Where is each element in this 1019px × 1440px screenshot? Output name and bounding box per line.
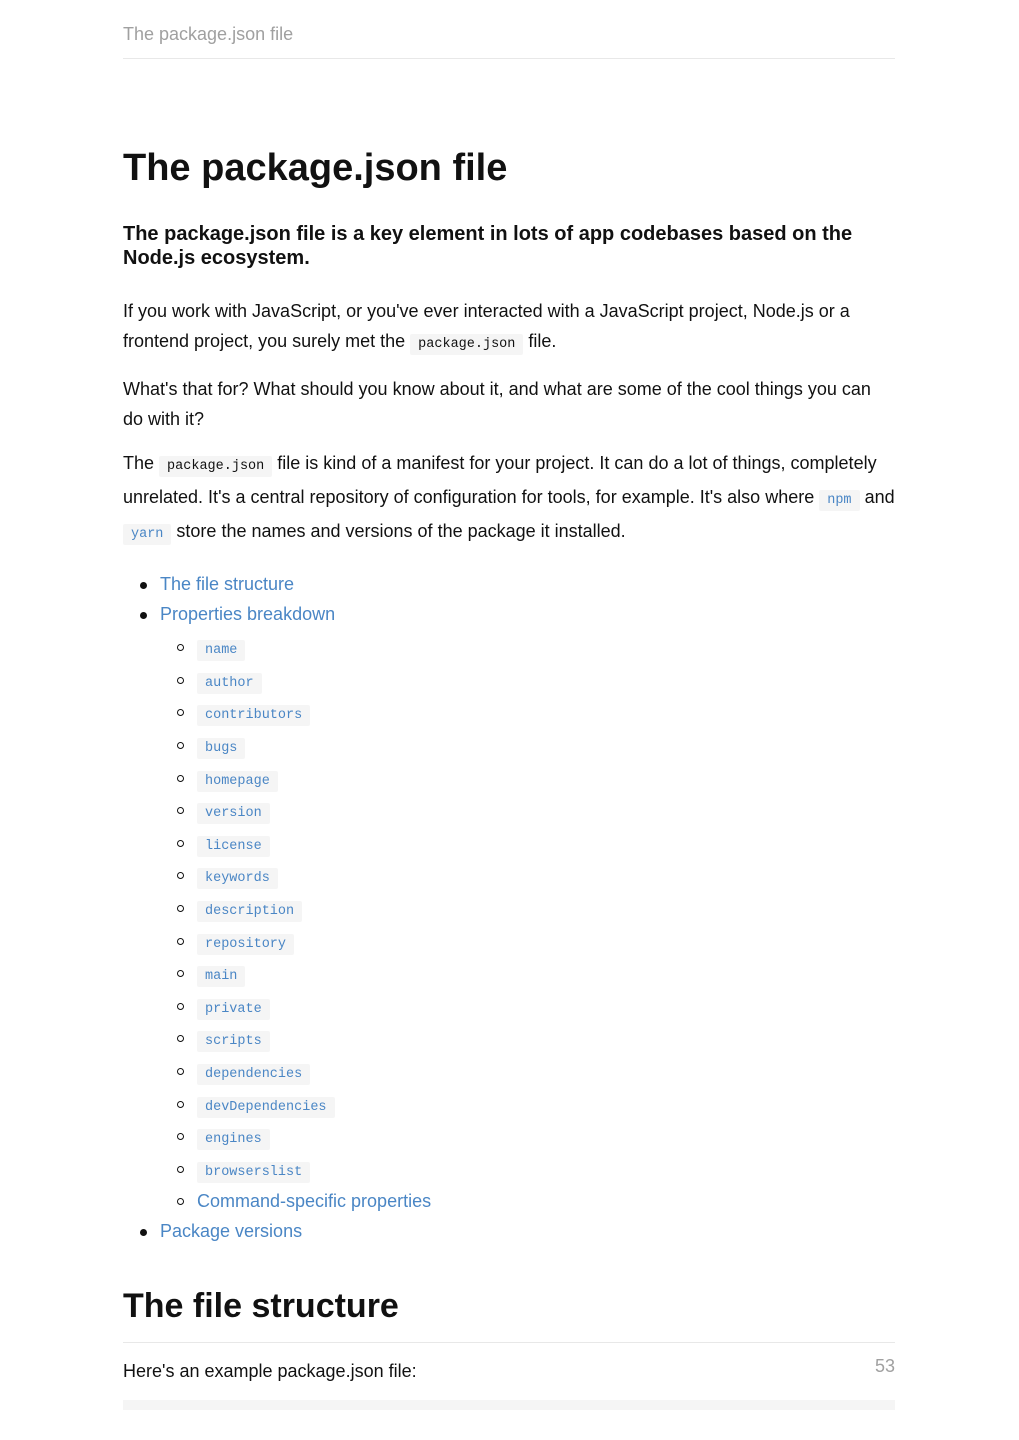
toc-subitem (160, 633, 895, 666)
paragraph-manifest: The package.json file is kind of a manifest for your project. It can do a lot of things, completely unrelated. It's a central repository of configuration for tools, for example. It's also where npm and yarn store the names and versions of the package it installed. (123, 448, 895, 550)
footer-divider (123, 1342, 895, 1343)
toc-subitem (160, 1090, 895, 1123)
toc-link-name[interactable]: name (197, 640, 245, 661)
toc-sublist (160, 633, 895, 1217)
toc-link-scripts[interactable]: scripts (197, 1031, 270, 1052)
table-of-contents (123, 570, 895, 1246)
toc-link-contributors[interactable]: contributors (197, 705, 310, 726)
npm-link[interactable]: npm (819, 490, 859, 511)
toc-link-file-structure[interactable]: The file structure (160, 574, 295, 594)
toc-subitem (160, 796, 895, 829)
toc-link-homepage[interactable]: homepage (197, 771, 278, 792)
toc-subitem (160, 927, 895, 960)
toc-link-description[interactable]: description (197, 901, 302, 922)
toc-subitem (160, 1155, 895, 1188)
yarn-link[interactable]: yarn (123, 524, 171, 545)
toc-subitem (160, 731, 895, 764)
toc-link-browserslist[interactable]: browserslist (197, 1162, 310, 1183)
code-block (123, 1400, 895, 1410)
page-number: 53 (874, 1356, 895, 1376)
lead-paragraph: The package.json file is a key element in lots of app codebases based on the Node.js ecosystem. (123, 223, 853, 269)
toc-link-author[interactable]: author (197, 673, 262, 694)
page-title: The package.json file (123, 147, 508, 189)
toc-subitem (160, 959, 895, 992)
toc-link-bugs[interactable]: bugs (197, 738, 245, 759)
toc-subitem (160, 1057, 895, 1090)
toc-link-dependencies[interactable]: dependencies (197, 1064, 310, 1085)
section-title: The file structure (123, 1287, 399, 1326)
toc-subitem (160, 861, 895, 894)
toc-subitem (160, 1122, 895, 1155)
toc-subitem (160, 1024, 895, 1057)
toc-link-license[interactable]: license (197, 836, 270, 857)
toc-subitem (160, 894, 895, 927)
toc-item (123, 600, 895, 1217)
paragraph-intro: If you work with JavaScript, or you've ever interacted with a JavaScript project, Node.js or a frontend project, you surely met the package.json file. (123, 296, 895, 360)
toc-link-keywords[interactable]: keywords (197, 868, 278, 889)
running-header (123, 24, 895, 59)
page-content (123, 140, 895, 1410)
toc-link-repository[interactable]: repository (197, 934, 294, 955)
toc-subitem (160, 698, 895, 731)
toc-subitem (160, 829, 895, 862)
toc-link-version[interactable]: version (197, 803, 270, 824)
section-intro: Here's an example package.json file: (123, 1361, 417, 1382)
toc-link-devDependencies[interactable]: devDependencies (197, 1097, 335, 1118)
paragraph-question: What's that for? What should you know about it, and what are some of the cool things you can do with it? (123, 379, 871, 429)
toc-link-command-specific[interactable]: Command-specific properties (197, 1191, 432, 1212)
toc-subitem (160, 666, 895, 699)
toc-subitem (160, 992, 895, 1025)
toc-link-properties[interactable]: Properties breakdown (160, 603, 336, 624)
toc-subitem (160, 764, 895, 797)
toc-item (123, 1217, 895, 1247)
toc-link-main[interactable]: main (197, 966, 245, 987)
toc-link-package-versions[interactable]: Package versions (160, 1220, 303, 1241)
running-header-title: The package.json file (123, 24, 294, 44)
toc-link-private[interactable]: private (197, 999, 270, 1020)
inline-code: package.json (159, 456, 272, 477)
inline-code: package.json (410, 334, 523, 355)
toc-subitem (160, 1187, 895, 1217)
toc-item (123, 570, 895, 600)
toc-link-engines[interactable]: engines (197, 1129, 270, 1150)
